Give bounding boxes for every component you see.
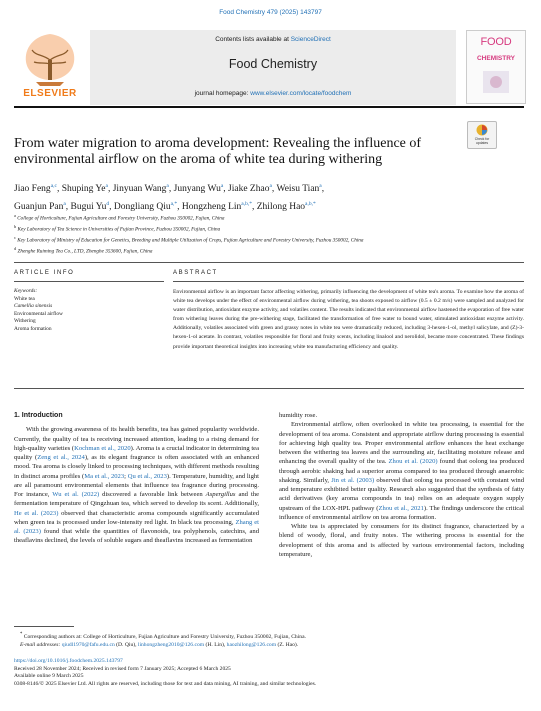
keywords-list (14, 288, 164, 334)
body-column-right (279, 411, 524, 559)
contents-available: Contents lists available at ScienceDirect (215, 36, 331, 43)
journal-cover-image[interactable] (466, 30, 526, 104)
footnote-rule (14, 626, 74, 627)
citation-link[interactable]: Wu et al. (2022) (52, 491, 100, 498)
author-affiliation-mark[interactable]: a,* (170, 201, 178, 208)
section-divider (14, 262, 524, 263)
author-affiliation-mark[interactable]: d (106, 201, 110, 208)
received-dates: Received 28 November 2024; Received in revised form 7 January 2025; Accepted 6 March 2025 (14, 665, 231, 672)
author-affiliation-mark[interactable]: a (63, 201, 66, 208)
paragraph-continuation: humidity rose. (279, 412, 318, 419)
author-affiliation-mark[interactable]: a (269, 183, 272, 189)
doi-link[interactable]: https://doi.org/10.1016/j.foodchem.2025.143797 (14, 658, 123, 664)
article-info-heading: ARTICLE INFO (14, 270, 75, 276)
author-name[interactable]: Jinyuan Wang (112, 184, 167, 195)
author-affiliation-mark[interactable]: a (220, 183, 224, 189)
citation-link[interactable]: Zeng et al., 2024 (37, 454, 85, 461)
check-updates-icon (476, 124, 488, 136)
email-link[interactable]: qiudl1970@fafu.edu.cn (61, 642, 115, 649)
header-divider (14, 106, 524, 108)
affiliation-item: $^c$ Key Laboratory of Ministry of Education for Genetics, Breeding and Multiple Utilization of Crops, Fujian Agriculture and Forestry University, Fuzhou 350002, China (14, 234, 364, 244)
author-name[interactable]: Zhilong Hao (256, 202, 306, 213)
publisher-logo-text: ELSEVIER (23, 88, 77, 99)
author-name[interactable]: Jiake Zhao (228, 184, 270, 195)
author-name[interactable]: Guanjun Pan (14, 202, 64, 213)
citation-link[interactable]: Qu et al., 2023 (127, 472, 167, 480)
citation-link[interactable]: He et al. (2023) (14, 509, 59, 517)
author-affiliation-mark[interactable]: a (166, 183, 169, 189)
author-name[interactable]: Shuping Ye (61, 184, 106, 195)
citation-link[interactable]: Zhang et al. (2023) (14, 518, 259, 535)
check-updates-label: Check for updates (474, 137, 490, 145)
author-name[interactable]: Weisu Tian (276, 184, 320, 195)
cover-graphic-icon (481, 67, 511, 97)
body-column-left (14, 411, 259, 546)
intro-paragraph-2: Environmental airflow, often overlooked in white tea processing, is essential for the development of tea aroma. Consistent and appropriate airflow during processing is essential for achieving high quality tea. Proper environmental airflow enhances the heat exchange between the withering tea leaves and the surrounding air, facilitating moisture release and enhancing the overall quality of the tea. Zhou et al. (2020) found that oolong tea produced through aerobic shaking had a superior aroma compared to tea produced through anaerobic shaking. Similarly, Jin et al. (2003) observed that oolong tea processed with constant wind and temperature exhibited better quality. Research also suggested that the synthesis of fatty acid derivatives (key aroma compounds in tea) relies on an adequate oxygen supply upstream of the LOX-HPL pathway (Zhou et al., 2021). The findings underscore the critical influence of environmental airflow on tea aroma formation. (279, 421, 525, 521)
affiliation-item: $^a$ College of Horticulture, Fujian Agriculture and Forestry University, Fuzhou 350002, Fujian, China (14, 213, 225, 222)
abstract-text: Environmental airflow is an important factor affecting withering, primarily influencing the development of white tea's aroma. To examine how the aroma of white tea develops under the effect of environmental airflow during withering, tea shoots exposed to airflow (0.5 ± 0.2 m/s) were sampled and analyzed for water distribution, antioxidant enzyme activity, and volatiles content. The results indicated that environmental airflow hastened the evaporation of free water from withering leaves during the pre-withering stage, facilitated the transformation of free water to bound water, stimulated antioxidant enzyme activity. Additionally, volatiles associated with green and grassy notes in white tea were dramatically reduced, including 3-hexen-1-ol, methyl salicylate, and (Z)-3-hexen-1-ol acetate. In contrast, volatiles responsible for floral and fruity scents, including linalool and nerolidol, became more concentrated. These findings provide important theoretical insights into increasing white tea manufacturing efficiency and quality. (173, 289, 524, 350)
intro-paragraph-1: With the growing awareness of its health benefits, tea has gained popularity worldwide. Currently, the quality of tea is receiving increased attention, leading to a rising demand for high-quality varieties (Kochman et al., 2020). Aroma is a crucial indicator in determining tea quality (Zeng et al., 2024), as its elegant fragrance is often associated with an enhanced mood. Tea aroma is closely linked to processing techniques, with different methods resulting in distinct aroma profiles (Ma et al., 2023; Qu et al., 2023). Temperature, humidity, and light are all paramount environmental elements that influence tea fragrance during processing. For instance, Wu et al. (2022) discovered a favorable link between Aspergillus and the fermentation temperature of Qingzhuan tea, which served to develop its scent. Additionally, He et al. (2023) observed that characteristic aroma compounds significantly accumulated when green tea is processed under low-intensity red light. In black tea processing, Zhang et al. (2023) found that while the quantities of flavonoids, tea polyphenols, catechins, and theaflavins declined, the levels of soluble sugars and theaflavins increased as fermentation (14, 426, 260, 545)
article-info-rule (14, 281, 164, 282)
author-name[interactable]: Bugui Yu (70, 202, 107, 213)
article-title: From water migration to aroma development: Revealing the influence of environmental airflow on the aroma of white tea during withering (14, 136, 422, 167)
author-affiliation-mark[interactable]: a (105, 183, 108, 189)
affiliations (14, 212, 524, 256)
abstract-heading: ABSTRACT (173, 270, 218, 276)
keyword-item: Withering (14, 318, 36, 325)
journal-name: Food Chemistry (228, 57, 318, 71)
intro-paragraph-3: White tea is appreciated by consumers for its distinct fragrance, characterized by a blend of woody, floral, and fruity notes. The withering process is essential for the development of this aroma and is affected by various environmental factors, including temperature, (279, 523, 524, 558)
author-name[interactable]: Dongliang Qiu (113, 202, 171, 213)
author-affiliation-mark[interactable]: a,b,* (305, 201, 316, 208)
available-online: Available online 9 March 2025 (14, 673, 84, 680)
journal-homepage: journal homepage: www.elsevier.com/locate/foodchem (194, 90, 352, 97)
citation-link[interactable]: Ma et al., 2023 (84, 472, 125, 480)
check-for-updates-button[interactable] (467, 121, 497, 149)
keyword-item: Environmental airflow (14, 310, 63, 317)
email-link[interactable]: linhongzheng2010@126.com (137, 642, 205, 649)
cover-title-food: FOOD (480, 36, 512, 48)
author-name[interactable]: Jiao Feng (14, 184, 51, 195)
author-list: Jiao Feng$^{a,c}$, Shuping Ye$^a$, Jinyuan Wang$^a$, Junyang Wu$^a$, Jiake Zhao$^a$, Weisu Tian$^a$, Guanjun Pan$^a$, Bugui Yu$^d$, Dongliang Qiu$^{a,*}$, Hongzheng Lin$^{a,b,*}$, Zhilong Hao$^{a,b,*}$ (14, 183, 325, 213)
keyword-item: Aroma formation (14, 325, 52, 332)
citation-link[interactable]: Zhou et al., 2021 (378, 504, 424, 512)
publication-info (14, 658, 524, 688)
citation-link[interactable]: Zhou et al. (2020) (388, 458, 438, 466)
keywords-heading: Keywords: (14, 288, 38, 294)
cover-title-chemistry: CHEMISTRY (476, 55, 516, 62)
corresponding-author-footnote: * Corresponding authors at: College of Horticulture, Fujian Agriculture and Forestry University, Fuzhou 350002, Fujian, China. E-mail addresses: qiudl1970@fafu.edu.cn (D. Qiu), linhongzheng2010@126.com (H. Lin), haozhilong@126.com (Z. Hao). (20, 632, 306, 649)
email-link[interactable]: haozhilong@126.com (226, 642, 277, 649)
author-affiliation-mark[interactable]: a (319, 183, 322, 189)
introduction-heading: 1. Introduction (14, 412, 63, 419)
abstract-bottom-rule (14, 388, 524, 389)
author-name[interactable]: Junyang Wu (173, 184, 221, 195)
affiliation-item: $^d$ Zhenghe Ruiming Tea Co., LTD, Zhenghe 353600, Fujian, China (14, 245, 153, 255)
journal-reference[interactable]: Food Chemistry 479 (2025) 143797 (219, 9, 322, 16)
abstract-rule (173, 281, 524, 282)
copyright-notice: 0308-8146/© 2025 Elsevier Ltd. All rights are reserved, including those for text and data mining, AI training, and similar technologies. (14, 680, 317, 687)
keyword-item: White tea (14, 295, 35, 302)
author-affiliation-mark[interactable]: a,b,* (241, 201, 252, 208)
homepage-link[interactable]: www.elsevier.com/locate/foodchem (250, 90, 352, 97)
citation-link[interactable]: Kochman et al., 2020 (74, 444, 131, 452)
keyword-item: Camellia sinensis (14, 303, 53, 310)
journal-header (90, 30, 456, 105)
affiliation-item: $^b$ Key Laboratory of Tea Science in Universities of Fujian Province, Fuzhou 350002, Fujian, China (14, 223, 221, 233)
citation-link[interactable]: Jin et al. (2003) (331, 476, 375, 484)
author-affiliation-mark[interactable]: a,c (50, 183, 57, 189)
sciencedirect-link[interactable]: ScienceDirect (290, 36, 331, 43)
author-name[interactable]: Hongzheng Lin (181, 202, 242, 213)
